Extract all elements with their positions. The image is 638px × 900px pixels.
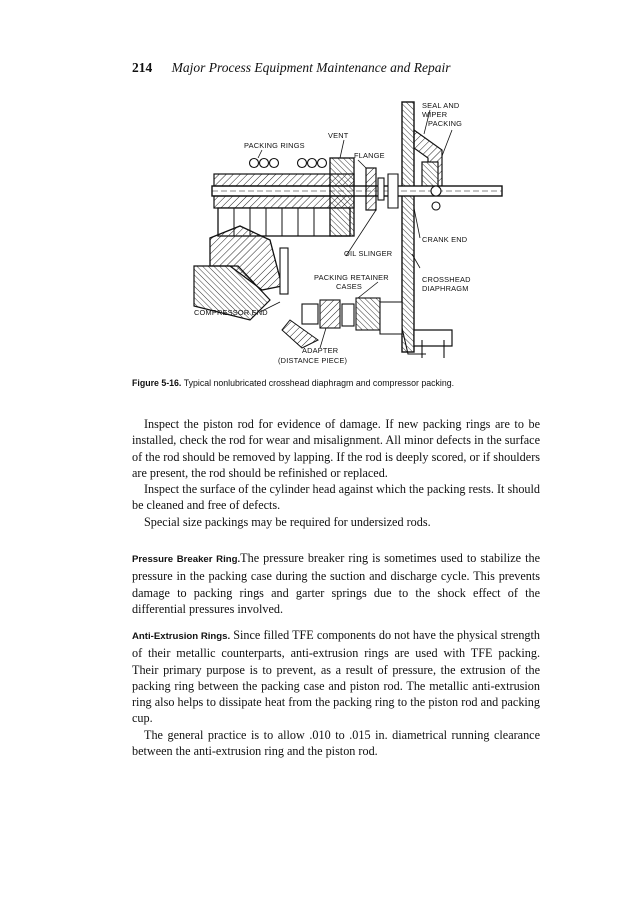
text-pressure-breaker: The pressure breaker ring is sometimes used to stabilize the pressure in the packing case during the suction and discharge cycle. This prevents damage to packing rings and garter springs due to the shock effect of the differential pressures involved. [132, 551, 540, 616]
label-distance-piece: (DISTANCE PIECE) [278, 356, 348, 365]
label-flange: FLANGE [354, 151, 385, 160]
figure-caption [132, 378, 454, 388]
label-compressor-end: COMPRESSOR END [194, 308, 268, 317]
body-block-2 [132, 550, 540, 617]
label-diaphragm: DIAPHRAGM [422, 284, 469, 293]
label-vent: VENT [328, 131, 349, 140]
text-anti-extrusion: Since filled TFE components do not have the physical strength of their metallic counterparts, anti-extrusion rings are used with TFE packing. Their primary purpose is to prevent, as a result of pressure, the extrusion of the packing ring between the packing case and piston rod. The metallic anti-extrusion ring also helps to dissipate heat from the packing ring to the piston rod and packing cup. [132, 628, 540, 726]
heading-pressure-breaker-ring: Pressure Breaker Ring. [132, 554, 241, 565]
packing-case [214, 158, 354, 236]
figure-number: Figure 5-16. [132, 378, 182, 388]
figure-caption-text: Typical nonlubricated crosshead diaphragm and compressor packing. [183, 378, 455, 388]
packing-diagram-figure [190, 90, 510, 370]
packing-rings [250, 159, 327, 168]
body-block-1 [132, 416, 540, 530]
cylinder-head [194, 226, 288, 320]
body-block-3 [132, 627, 540, 759]
paragraph-inspect-rod: Inspect the piston rod for evidence of damage. If new packing rings are to be installed, check the rod for wear and misalignment. All minor defects in the surface of the rod should be removed by lapping. If the rod is deeply scored, or if shoulders are present, the rod should be refinished or replaced. [132, 417, 540, 480]
crosshead-diaphragm-plate [402, 102, 442, 352]
label-adapter: ADAPTER [302, 346, 339, 355]
piston-rod [212, 186, 502, 196]
paragraph-special-size: Special size packings may be required for undersized rods. [144, 514, 431, 529]
label-cases: CASES [336, 282, 363, 291]
label-wiper: WIPER [422, 110, 448, 119]
book-title: Major Process Equipment Maintenance and Repair [171, 60, 451, 75]
paragraph-clearance: The general practice is to allow .010 to .015 in. diametrical running clearance between the anti-extrusion ring and the piston rod. [132, 727, 540, 759]
label-seal-and: SEAL AND [422, 101, 460, 110]
paragraph-inspect-head: Inspect the surface of the cylinder head against which the packing rests. It should be cleaned and free of defects. [132, 482, 540, 513]
label-packing-rings: PACKING RINGS [244, 141, 305, 150]
label-crosshead: CROSSHEAD [422, 275, 471, 284]
paragraph-pressure-breaker [132, 550, 540, 617]
running-head [132, 60, 450, 76]
packing-diagram [190, 90, 510, 370]
label-crank-end: CRANK END [422, 235, 468, 244]
page-number: 214 [132, 60, 153, 75]
heading-anti-extrusion-rings: Anti-Extrusion Rings. [132, 631, 231, 642]
label-oil-slinger: OIL SLINGER [344, 249, 393, 258]
paragraph-anti-extrusion [132, 627, 540, 727]
label-packing: PACKING [428, 119, 463, 128]
label-packing-retainer: PACKING RETAINER [314, 273, 389, 282]
